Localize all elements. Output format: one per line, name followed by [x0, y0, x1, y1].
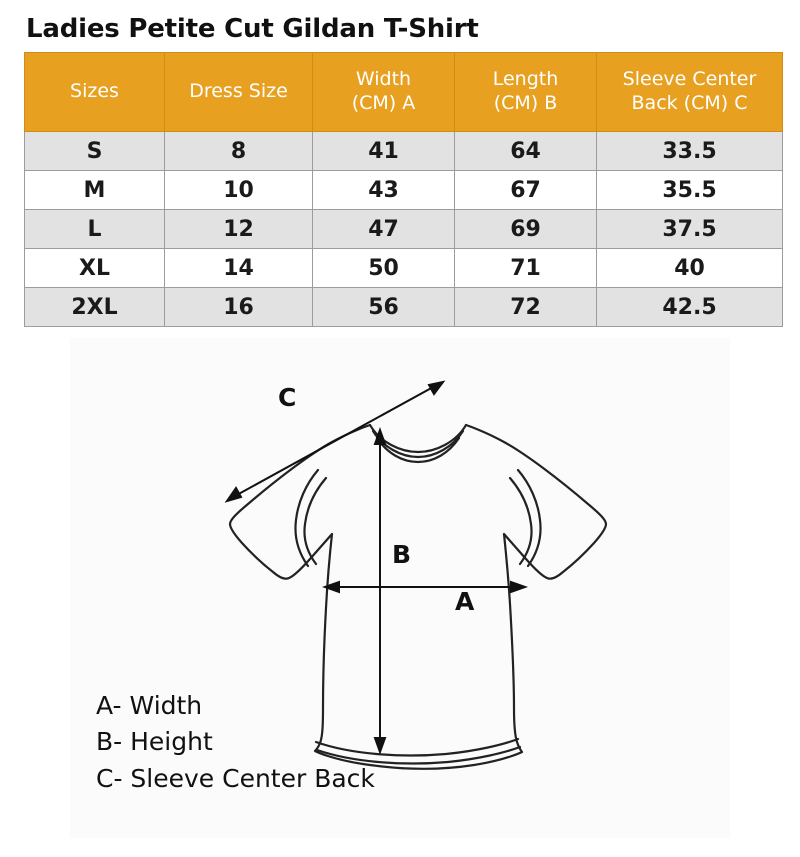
table-row: [25, 210, 783, 249]
cell-size: S: [25, 132, 165, 171]
cell-length: 71: [455, 249, 597, 288]
cell-size: XL: [25, 249, 165, 288]
table-row: [25, 132, 783, 171]
measure-b-label: B: [392, 540, 412, 569]
column-header-line: Sizes: [70, 80, 119, 103]
measure-c-label: C: [278, 383, 297, 412]
size-table-body: [25, 132, 783, 327]
cell-size: M: [25, 171, 165, 210]
column-header-line: Sleeve Center: [622, 68, 757, 91]
column-header-line: (CM) A: [351, 92, 416, 114]
page-title: Ladies Petite Cut Gildan T-Shirt: [26, 14, 479, 44]
column-header-width: [313, 53, 455, 132]
cell-size: L: [25, 210, 165, 249]
column-header-line: Width: [355, 68, 412, 91]
cell-length: 67: [455, 171, 597, 210]
size-table: [24, 52, 783, 327]
measure-a-label: A: [455, 587, 475, 616]
cell-length: 72: [455, 288, 597, 327]
cell-dress-size: 16: [165, 288, 313, 327]
cell-size: 2XL: [25, 288, 165, 327]
table-row: [25, 249, 783, 288]
column-header-line: Dress Size: [189, 80, 288, 103]
table-row: [25, 288, 783, 327]
legend-item-width: A- Width: [96, 691, 203, 720]
legend-item-height: B- Height: [96, 727, 213, 757]
cell-sleeve-center-back: 40: [597, 249, 783, 288]
cell-dress-size: 14: [165, 249, 313, 288]
cell-width: 43: [313, 171, 455, 210]
column-header-line: (CM) B: [493, 92, 558, 114]
cell-length: 64: [455, 132, 597, 171]
size-table-header: [25, 53, 783, 132]
legend-item-sleeve-center-back: C- Sleeve Center Back: [96, 763, 375, 793]
column-header-dress-size: [165, 53, 313, 132]
table-header-row: [25, 53, 783, 132]
size-table-container: [0, 52, 800, 327]
column-header-sizes: [25, 53, 165, 132]
cell-width: 47: [313, 210, 455, 249]
cell-sleeve-center-back: 35.5: [597, 171, 783, 210]
cell-dress-size: 10: [165, 171, 313, 210]
column-header-sleeve-center-back: [597, 53, 783, 132]
diagram-legend: [96, 688, 375, 797]
cell-sleeve-center-back: 33.5: [597, 132, 783, 171]
column-header-line: Length: [492, 68, 559, 91]
cell-width: 50: [313, 249, 455, 288]
cell-width: 56: [313, 288, 455, 327]
cell-width: 41: [313, 132, 455, 171]
cell-sleeve-center-back: 42.5: [597, 288, 783, 327]
cell-dress-size: 12: [165, 210, 313, 249]
column-header-line: Back (CM) C: [631, 92, 748, 114]
table-row: [25, 171, 783, 210]
cell-dress-size: 8: [165, 132, 313, 171]
cell-length: 69: [455, 210, 597, 249]
cell-sleeve-center-back: 37.5: [597, 210, 783, 249]
column-header-length: [455, 53, 597, 132]
